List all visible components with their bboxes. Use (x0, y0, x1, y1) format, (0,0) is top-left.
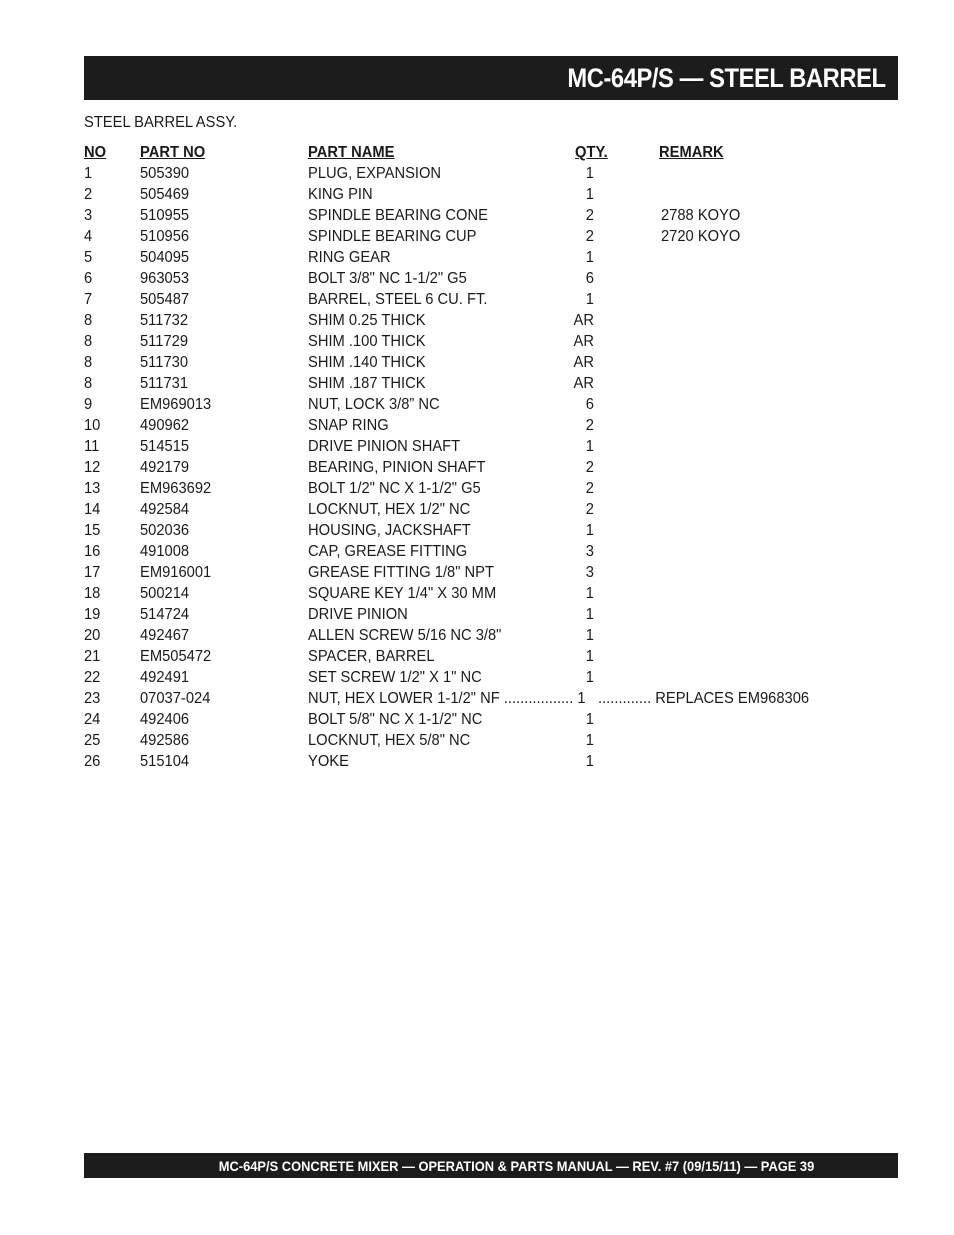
column-header-part-name: PART NAME (308, 144, 395, 161)
cell-part-name: DRIVE PINION SHAFT (308, 438, 461, 455)
cell-part-no: 510955 (140, 207, 190, 224)
cell-no: 12 (84, 459, 101, 476)
cell-part-no: 492491 (140, 669, 190, 686)
cell-part-no: 514515 (140, 438, 190, 455)
table-row (0, 310, 954, 331)
footer-text: MC-64P/S CONCRETE MIXER — OPERATION & PARTS MANUAL — REV. #7 (09/15/11) — PAGE 39 (218, 1157, 814, 1174)
cell-no: 8 (84, 354, 93, 371)
cell-part-no: 963053 (140, 270, 190, 287)
cell-part-name: YOKE (308, 753, 349, 770)
cell-no: 7 (84, 291, 93, 308)
cell-no: 11 (84, 438, 100, 455)
cell-qty: 1 (585, 669, 594, 686)
table-row (0, 583, 954, 604)
footer-bar (84, 1153, 898, 1178)
cell-qty: AR (573, 354, 594, 371)
cell-part-no: 505469 (140, 186, 190, 203)
cell-part-name: RING GEAR (308, 249, 391, 266)
cell-part-no: EM969013 (140, 396, 212, 413)
table-row (0, 457, 954, 478)
cell-qty: 6 (585, 396, 594, 413)
cell-part-name: BOLT 3/8" NC 1-1/2" G5 (308, 270, 467, 287)
cell-part-name: NUT, HEX LOWER 1-1/2" NF ................. 1 (308, 690, 586, 707)
cell-no: 21 (84, 648, 101, 665)
cell-part-no: 511729 (140, 333, 189, 350)
cell-no: 25 (84, 732, 101, 749)
cell-part-name: ALLEN SCREW 5/16 NC 3/8" (308, 627, 502, 644)
cell-no: 23 (84, 690, 101, 707)
cell-no: 15 (84, 522, 101, 539)
cell-qty: 1 (585, 606, 594, 623)
cell-no: 3 (84, 207, 93, 224)
page-title: MC-64P/S — STEEL BARREL (567, 62, 886, 93)
cell-part-name: SET SCREW 1/2" X 1" NC (308, 669, 482, 686)
table-row (0, 289, 954, 310)
cell-part-no: 492406 (140, 711, 190, 728)
cell-part-no: EM916001 (140, 564, 212, 581)
table-row (0, 520, 954, 541)
table-row (0, 163, 954, 184)
cell-qty: 1 (585, 186, 594, 203)
column-header-no: NO (84, 144, 107, 161)
cell-part-no: 492467 (140, 627, 190, 644)
cell-remark: ............. REPLACES EM968306 (598, 690, 810, 707)
cell-part-name: LOCKNUT, HEX 1/2" NC (308, 501, 471, 518)
cell-part-no: 510956 (140, 228, 190, 245)
table-row (0, 751, 954, 772)
cell-qty: 2 (585, 417, 594, 434)
cell-part-no: 502036 (140, 522, 190, 539)
cell-part-no: 504095 (140, 249, 190, 266)
table-row (0, 394, 954, 415)
table-row (0, 604, 954, 625)
cell-part-name: SHIM .100 THICK (308, 333, 426, 350)
cell-part-no: 491008 (140, 543, 190, 560)
cell-remark: 2720 KOYO (661, 228, 741, 245)
cell-qty: 3 (585, 543, 594, 560)
cell-part-no: 490962 (140, 417, 190, 434)
cell-qty: 2 (585, 228, 594, 245)
cell-part-name: BOLT 5/8" NC X 1-1/2" NC (308, 711, 483, 728)
table-row (0, 541, 954, 562)
cell-qty: 2 (585, 480, 594, 497)
cell-part-no: EM963692 (140, 480, 212, 497)
cell-no: 16 (84, 543, 101, 560)
cell-part-name: SPINDLE BEARING CUP (308, 228, 477, 245)
cell-qty: 1 (585, 291, 594, 308)
table-row (0, 331, 954, 352)
cell-qty: 2 (585, 501, 594, 518)
table-row (0, 268, 954, 289)
cell-part-name: HOUSING, JACKSHAFT (308, 522, 471, 539)
table-row (0, 709, 954, 730)
cell-qty: 1 (585, 522, 594, 539)
table-row (0, 646, 954, 667)
column-header-part-no: PART NO (140, 144, 206, 161)
cell-no: 13 (84, 480, 101, 497)
cell-no: 20 (84, 627, 101, 644)
table-row (0, 499, 954, 520)
table-row (0, 352, 954, 373)
cell-no: 8 (84, 375, 93, 392)
cell-part-no: EM505472 (140, 648, 212, 665)
cell-qty: 1 (585, 585, 594, 602)
cell-part-name: SNAP RING (308, 417, 389, 434)
table-row (0, 184, 954, 205)
cell-part-name: SHIM 0.25 THICK (308, 312, 426, 329)
assembly-title: STEEL BARREL ASSY. (84, 114, 238, 131)
cell-part-no: 511731 (140, 375, 189, 392)
cell-part-name: LOCKNUT, HEX 5/8" NC (308, 732, 471, 749)
cell-part-name: SHIM .187 THICK (308, 375, 426, 392)
cell-no: 6 (84, 270, 93, 287)
cell-part-name: KING PIN (308, 186, 373, 203)
cell-no: 17 (84, 564, 101, 581)
column-header-qty: QTY. (575, 144, 608, 161)
cell-qty: AR (573, 333, 594, 350)
cell-part-name: BEARING, PINION SHAFT (308, 459, 486, 476)
cell-part-no: 492584 (140, 501, 190, 518)
cell-part-name: BARREL, STEEL 6 CU. FT. (308, 291, 488, 308)
column-header-remark: REMARK (659, 144, 724, 161)
table-row (0, 667, 954, 688)
cell-no: 19 (84, 606, 101, 623)
cell-part-no: 07037-024 (140, 690, 211, 707)
cell-qty: 1 (585, 753, 594, 770)
table-row (0, 205, 954, 226)
cell-part-no: 505390 (140, 165, 190, 182)
cell-qty: 3 (585, 564, 594, 581)
table-row (0, 226, 954, 247)
table-row (0, 688, 954, 709)
cell-part-name: PLUG, EXPANSION (308, 165, 442, 182)
cell-qty: AR (573, 375, 594, 392)
cell-part-no: 511730 (140, 354, 189, 371)
cell-qty: 1 (585, 711, 594, 728)
cell-no: 9 (84, 396, 93, 413)
cell-qty: 1 (585, 165, 594, 182)
cell-qty: AR (573, 312, 594, 329)
cell-no: 14 (84, 501, 101, 518)
cell-qty: 2 (585, 459, 594, 476)
cell-no: 8 (84, 333, 93, 350)
cell-no: 1 (84, 165, 93, 182)
cell-qty: 1 (585, 732, 594, 749)
cell-qty: 2 (585, 207, 594, 224)
table-row (0, 415, 954, 436)
table-row (0, 730, 954, 751)
cell-part-name: DRIVE PINION (308, 606, 408, 623)
table-row (0, 562, 954, 583)
table-row (0, 478, 954, 499)
cell-part-name: SPACER, BARREL (308, 648, 435, 665)
cell-part-no: 505487 (140, 291, 190, 308)
cell-qty: 1 (585, 648, 594, 665)
cell-no: 22 (84, 669, 101, 686)
table-header-row (0, 142, 954, 163)
table-row (0, 247, 954, 268)
cell-remark: 2788 KOYO (661, 207, 741, 224)
table-row (0, 625, 954, 646)
cell-no: 8 (84, 312, 93, 329)
cell-part-name: BOLT 1/2" NC X 1-1/2" G5 (308, 480, 481, 497)
cell-part-name: SQUARE KEY 1/4" X 30 MM (308, 585, 497, 602)
cell-no: 10 (84, 417, 101, 434)
cell-no: 26 (84, 753, 101, 770)
cell-no: 4 (84, 228, 93, 245)
cell-part-no: 511732 (140, 312, 189, 329)
cell-part-no: 492179 (140, 459, 190, 476)
cell-qty: 1 (585, 438, 594, 455)
cell-part-no: 515104 (140, 753, 190, 770)
page-title-bar (84, 56, 898, 100)
cell-no: 5 (84, 249, 93, 266)
cell-part-no: 514724 (140, 606, 190, 623)
table-row (0, 436, 954, 457)
cell-part-no: 492586 (140, 732, 190, 749)
table-row (0, 373, 954, 394)
cell-part-name: SHIM .140 THICK (308, 354, 426, 371)
cell-part-no: 500214 (140, 585, 190, 602)
cell-part-name: CAP, GREASE FITTING (308, 543, 468, 560)
cell-part-name: NUT, LOCK 3/8” NC (308, 396, 440, 413)
cell-qty: 1 (585, 249, 594, 266)
cell-no: 24 (84, 711, 101, 728)
cell-qty: 6 (585, 270, 594, 287)
cell-part-name: SPINDLE BEARING CONE (308, 207, 488, 224)
cell-no: 2 (84, 186, 93, 203)
cell-qty: 1 (585, 627, 594, 644)
cell-part-name: GREASE FITTING 1/8" NPT (308, 564, 494, 581)
cell-no: 18 (84, 585, 101, 602)
